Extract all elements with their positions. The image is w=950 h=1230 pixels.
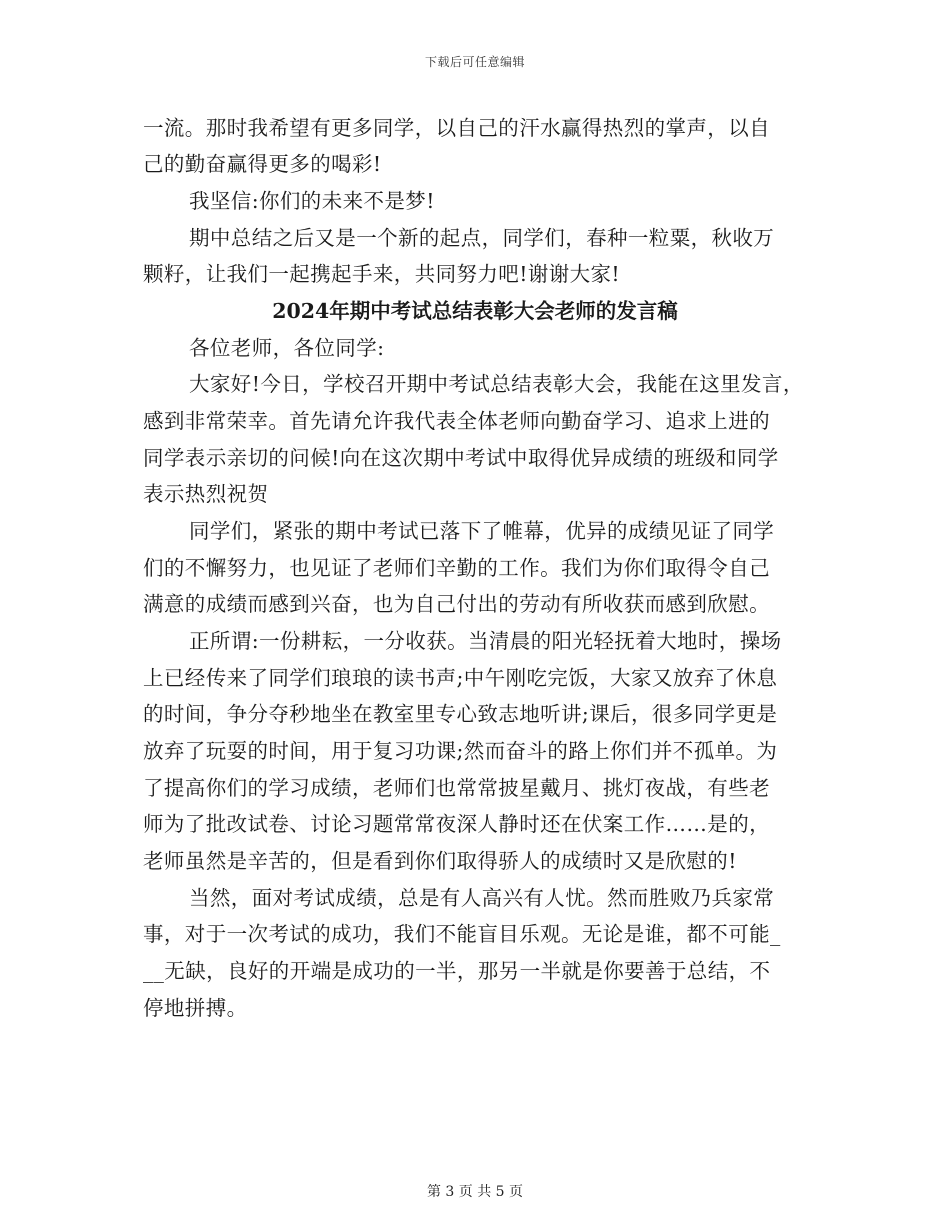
text-line: 期中总结之后又是一个新的起点，同学们，春种一粒粟，秋收万: [189, 226, 775, 250]
text-line: 一流。那时我希望有更多同学，以自己的汗水赢得热烈的掌声，以自: [143, 116, 770, 140]
text-line: __无缺，良好的开端是成功的一半，那另一半就是你要善于总结，不: [143, 959, 771, 983]
text-line: 感到非常荣幸。首先请允许我代表全体老师向勤奋学习、追求上进的: [143, 409, 770, 433]
text-line: 大家好!今日，学校召开期中考试总结表彰大会，我能在这里发言，: [189, 372, 804, 396]
salutation: 各位老师，各位同学:: [189, 336, 385, 360]
text-line: 满意的成绩而感到兴奋，也为自己付出的劳动有所收获而感到欣慰。: [143, 592, 770, 616]
text-line: 正所谓:一份耕耘，一分收获。当清晨的阳光轻抚着大地时，操场: [189, 629, 782, 653]
text-line: 同学们，紧张的期中考试已落下了帷幕，优异的成绩见证了同学: [189, 519, 775, 543]
text-line: 事，对于一次考试的成功，我们不能盲目乐观。无论是谁，都不可能_: [143, 922, 781, 946]
text-line: 放弃了玩耍的时间，用于复习功课;然而奋斗的路上你们并不孤单。为: [143, 739, 778, 763]
text-line: 颗籽，让我们一起携起手来，共同努力吧!谢谢大家!: [143, 262, 621, 286]
text-line: 们的不懈努力，也见证了老师们辛勤的工作。我们为你们取得令自己: [143, 556, 770, 580]
text-line: 当然，面对考试成绩，总是有人高兴有人忧。然而胜败乃兵家常: [189, 886, 775, 910]
text-line: 师为了批改试卷、讨论习题常常夜深人静时还在伏案工作……是的，: [143, 812, 770, 836]
text-line: 己的勤奋赢得更多的喝彩!: [143, 152, 382, 176]
text-line: 老师虽然是辛苦的，但是看到你们取得骄人的成绩时又是欣慰的!: [143, 849, 737, 873]
text-line: 表示热烈祝贺: [143, 482, 269, 506]
text-line: 上已经传来了同学们琅琅的读书声;中午刚吃完饭，大家又放弃了休息: [143, 666, 778, 690]
text-line: 我坚信:你们的未来不是梦!: [189, 189, 435, 213]
text-line: 停地拼搏。: [143, 996, 248, 1020]
section-title: 2024年期中考试总结表彰大会老师的发言稿: [272, 299, 678, 323]
text-line: 的时间，争分夺秒地坐在教室里专心致志地听讲;课后，很多同学更是: [143, 702, 778, 726]
page-header-note: 下载后可任意编辑: [424, 55, 525, 69]
text-line: 了提高你们的学习成绩，老师们也常常披星戴月、挑灯夜战，有些老: [143, 776, 770, 800]
page-number: 第 3 页 共 5 页: [426, 1184, 524, 1200]
text-line: 同学表示亲切的问候!向在这次期中考试中取得优异成绩的班级和同学: [143, 446, 779, 470]
